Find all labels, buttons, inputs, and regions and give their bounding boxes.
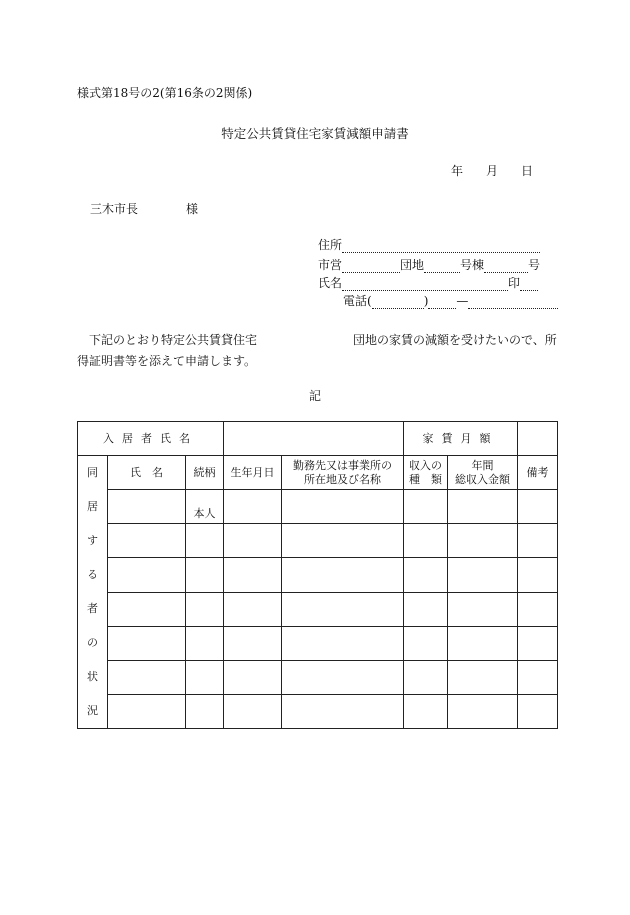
seal-mark: 印 (508, 276, 521, 290)
notes-cell[interactable] (518, 592, 558, 626)
phone-mid-field[interactable] (428, 296, 456, 309)
header-income-type (404, 456, 448, 490)
seal-trail (520, 278, 538, 291)
notes-cell[interactable] (518, 490, 558, 524)
relation-self: 本人 (193, 507, 216, 521)
phone-dash: — (456, 294, 469, 308)
header-notes: 備考 (518, 456, 558, 490)
room-field[interactable] (484, 260, 528, 273)
annual-cell[interactable] (448, 524, 518, 558)
phone-row (343, 292, 558, 309)
name-cell[interactable] (108, 592, 186, 626)
request-text (77, 330, 557, 372)
side-char: る (87, 568, 98, 581)
room-label: 号 (528, 258, 541, 272)
address-row (318, 236, 540, 253)
income-type-cell[interactable] (404, 694, 448, 728)
request-text-part1: 下記のとおり特定公共賃貸住宅 (89, 333, 258, 347)
form-number: 様式第18号の2(第16条の2関係) (77, 86, 253, 100)
work-cell[interactable] (282, 694, 404, 728)
addressee-honorific: 様 (186, 202, 199, 216)
phone-label: 電話( (343, 294, 372, 308)
work-cell[interactable] (282, 660, 404, 694)
work-cell[interactable] (282, 558, 404, 592)
housing-label: 市営 (318, 258, 343, 272)
side-char: 状 (87, 670, 98, 683)
rent-cell[interactable] (518, 422, 558, 456)
danchi-field[interactable] (342, 260, 400, 273)
date-year: 年 (451, 164, 464, 178)
header-birth: 生年月日 (224, 456, 282, 490)
birth-cell[interactable] (224, 592, 282, 626)
notes-cell[interactable] (518, 660, 558, 694)
header-name: 氏 名 (108, 456, 186, 490)
header-work-line2: 所在地及び名称 (304, 472, 381, 486)
work-cell[interactable] (282, 490, 404, 524)
work-cell[interactable] (282, 524, 404, 558)
header-work (282, 456, 404, 490)
cohabitant-side-label (78, 456, 108, 729)
side-char: 同 (87, 466, 98, 479)
addressee (90, 200, 198, 217)
name-field[interactable] (342, 278, 508, 291)
annual-cell[interactable] (448, 626, 518, 660)
name-cell[interactable] (108, 558, 186, 592)
ki-heading: 記 (308, 389, 321, 403)
phone-number-field[interactable] (468, 296, 558, 309)
notes-cell[interactable] (518, 558, 558, 592)
phone-close: ) (423, 294, 429, 308)
name-cell[interactable] (108, 524, 186, 558)
name-cell[interactable] (108, 626, 186, 660)
annual-cell[interactable] (448, 592, 518, 626)
resident-row (78, 422, 558, 456)
building-field[interactable] (424, 260, 460, 273)
notes-cell[interactable] (518, 524, 558, 558)
table-row (78, 626, 558, 660)
resident-table (77, 421, 558, 729)
relation-cell[interactable] (186, 592, 224, 626)
header-row (78, 456, 558, 490)
annual-cell[interactable] (448, 490, 518, 524)
annual-cell[interactable] (448, 660, 518, 694)
birth-cell[interactable] (224, 490, 282, 524)
form-title: 特定公共賃貸住宅家賃減額申請書 (221, 126, 409, 141)
date-day: 日 (521, 164, 534, 178)
notes-cell[interactable] (518, 626, 558, 660)
address-label: 住所 (318, 238, 343, 252)
birth-cell[interactable] (224, 694, 282, 728)
phone-area-field[interactable] (372, 296, 424, 309)
table-row (78, 558, 558, 592)
rent-label: 家賃月額 (404, 422, 518, 456)
header-annual-line1: 年間 (471, 458, 494, 472)
relation-cell[interactable] (186, 660, 224, 694)
table-row (78, 592, 558, 626)
work-cell[interactable] (282, 626, 404, 660)
name-cell[interactable] (108, 490, 186, 524)
relation-cell[interactable] (186, 558, 224, 592)
name-row (318, 274, 538, 291)
birth-cell[interactable] (224, 626, 282, 660)
header-annual (448, 456, 518, 490)
notes-cell[interactable] (518, 694, 558, 728)
side-char: の (87, 636, 98, 649)
request-text-part2: 団地の家賃の減額を受けたいので、所得証明書等を添えて申請します。 (77, 333, 557, 368)
relation-cell[interactable] (186, 626, 224, 660)
name-cell[interactable] (108, 660, 186, 694)
addressee-name: 三木市長 (90, 202, 139, 216)
table-row (78, 694, 558, 728)
resident-name-cell[interactable] (224, 422, 404, 456)
birth-cell[interactable] (224, 524, 282, 558)
side-char: す (87, 534, 98, 547)
address-field[interactable] (342, 240, 540, 253)
side-char: 居 (87, 500, 98, 513)
relation-cell (186, 490, 224, 524)
table-row (78, 490, 558, 524)
income-type-cell[interactable] (404, 524, 448, 558)
income-type-cell[interactable] (404, 558, 448, 592)
income-type-cell[interactable] (404, 592, 448, 626)
header-work-line1: 勤務先又は事業所の (293, 458, 392, 472)
birth-cell[interactable] (224, 660, 282, 694)
annual-cell[interactable] (448, 694, 518, 728)
name-label: 氏名 (318, 276, 343, 290)
date-month: 月 (486, 164, 499, 178)
table-row (78, 660, 558, 694)
income-type-cell[interactable] (404, 660, 448, 694)
relation-cell[interactable] (186, 694, 224, 728)
annual-cell[interactable] (448, 558, 518, 592)
header-income-type-line1: 収入の (409, 458, 442, 472)
resident-name-label: 入居者氏名 (78, 422, 224, 456)
income-type-cell[interactable] (404, 490, 448, 524)
work-cell[interactable] (282, 592, 404, 626)
relation-cell[interactable] (186, 524, 224, 558)
danchi-label: 団地 (400, 258, 425, 272)
birth-cell[interactable] (224, 558, 282, 592)
building-label: 号棟 (460, 258, 485, 272)
header-annual-line2: 総収入金額 (455, 472, 510, 486)
housing-row (318, 256, 540, 273)
income-type-cell[interactable] (404, 626, 448, 660)
table-row (78, 524, 558, 558)
side-char: 者 (87, 602, 98, 615)
header-income-type-line2: 種 類 (409, 472, 442, 486)
header-relation: 続柄 (186, 456, 224, 490)
name-cell[interactable] (108, 694, 186, 728)
side-char: 況 (87, 704, 98, 717)
